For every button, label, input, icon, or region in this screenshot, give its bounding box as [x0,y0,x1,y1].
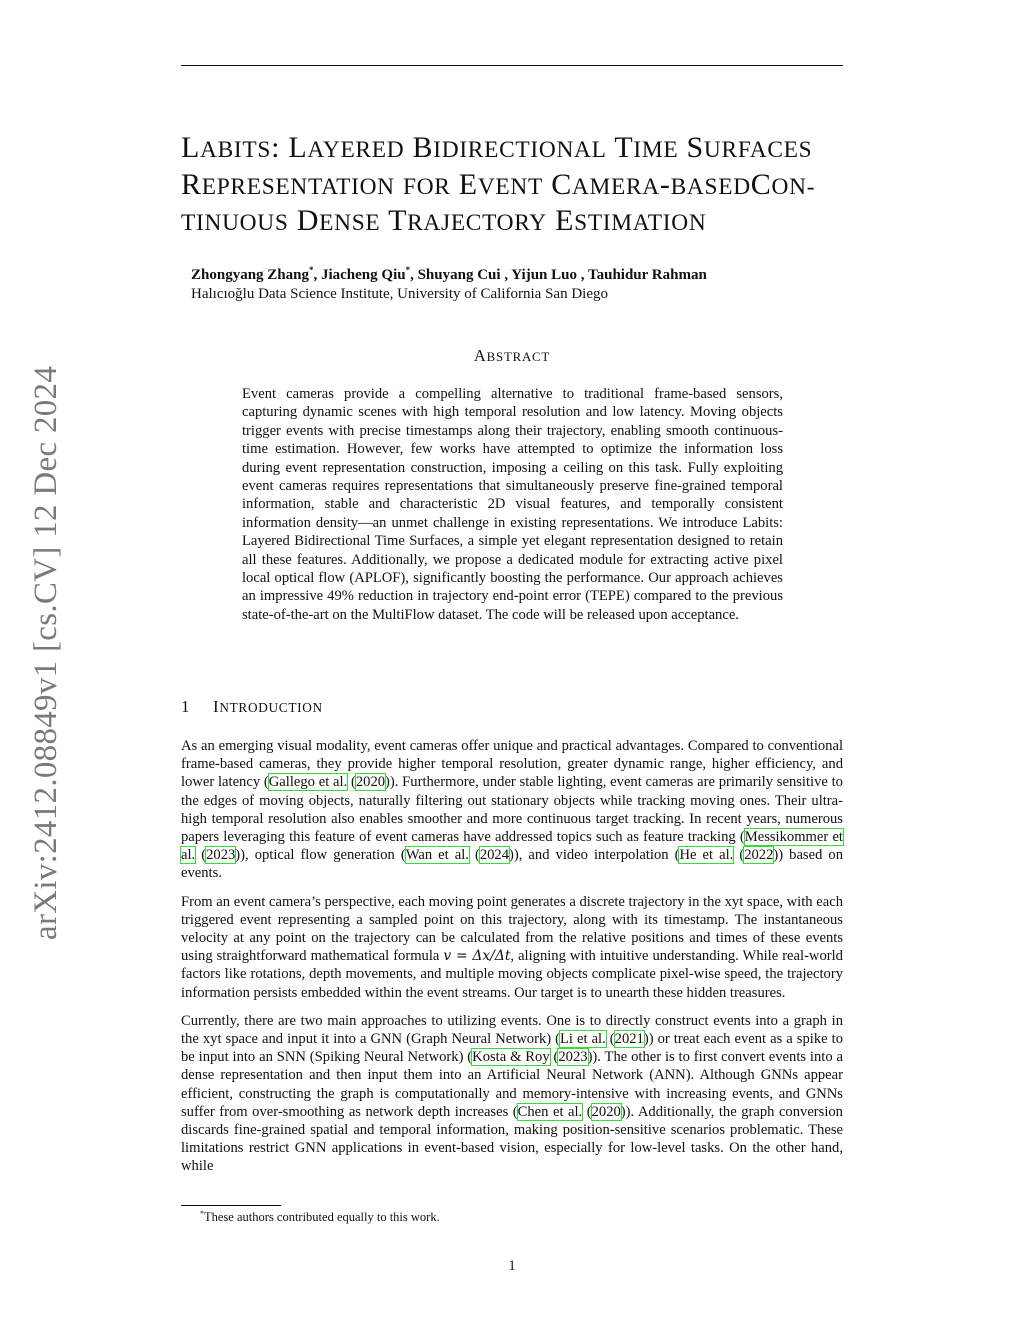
title-word: LAYERED [288,131,405,164]
citation-link[interactable]: Wan et al. [405,847,469,864]
affiliation: Halıcıoğlu Data Science Institute, University of California San Diego [191,286,608,302]
title-word: EVENT [458,167,543,201]
author-name: Tauhidur Rahman [587,267,707,283]
author-name: Zhongyang Zhang [191,267,309,283]
title-word: DENSE [296,204,381,237]
author-names: Zhongyang Zhang*, Jiacheng Qiu*, Shuyang Cui , Yijun Luo , Tauhidur Rahman [191,265,707,283]
citation-link[interactable]: 2023 [206,847,236,864]
author-name: Shuyang Cui [417,267,501,283]
abstract-text: Event cameras provide a compelling alternative to traditional frame-based sensors, capturing dynamic scenes with high temporal resolution and low latency. Moving objects trigger events with precise timestamps along their trajectory, enabling smooth continuous-time estimation. However, few works have attempted to optimize the information loss during event representation construction, imposing a ceiling on this task. Fully exploiting event cameras requires representations that simultaneously preserve fine-grained temporal information, stable and characteristic 2D visual features, and temporally consistent information density—an unmet challenge in existing representations. We introduce Labits: Layered Bidirectional Time Surfaces, a simple yet elegant representation designed to retain all these features. Additionally, we propose a dedicated module for extracting active pixel local optical flow (APLOF), significantly boosting the performance. Our approach achieves an impressive 49% reduction in trajectory end-point error (TEPE) compared to the previous state-of-the-art on the MultiFlow dataset. The code will be released upon acceptance. [242,386,783,623]
top-rule [181,65,843,66]
title-word: SURFACES [686,131,813,164]
arxiv-identifier[interactable]: arXiv:2412.08849v1 [cs.CV] 12 Dec 2024 [28,365,64,940]
citation-link[interactable]: Gallego et al. [268,774,348,791]
citation-link[interactable]: Kosta & Roy [472,1049,550,1066]
citation-link[interactable]: 2021 [614,1031,644,1048]
title-word: REPRESENTATION [181,167,395,201]
abstract-heading: ABSTRACT [473,346,551,365]
title-word: -BASED [659,167,751,201]
footnote: *These authors contributed equally to this work. [200,1209,440,1225]
citation-link[interactable]: 2022 [744,847,774,864]
paper-title [181,131,851,241]
title-word: TRAJECTORY [388,204,547,237]
citation-link[interactable]: Messikommer et al. [181,829,843,864]
math-formula: v = Δx/Δt [443,948,511,965]
author-block [191,261,851,304]
citation-link[interactable]: 2024 [479,847,510,864]
title-word: ESTIMATION [555,204,707,237]
body-paragraph: Currently, there are two main approaches to utilizing events. One is to directly construct events into a graph in the xyt space and input it into a GNN (Graph Neural Network) (Li et al. (2021)) or treat each event as a spike to be input into an SNN (Spiking Neural Network) (Kosta & Roy (2023)). The other is to first convert events into a dense representation and then input them into an Artificial Neural Network (ANN). Although GNNs appear efficient, constructing the graph is computationally and memory-intensive with increasing events, and GNNs suffer from over-smoothing as network depth increases (Chen et al. (2020)). Additionally, the graph conversion discards fine-grained spatial and temporal information, making position-sensitive scenarios problematic. These limitations restrict GNN applications in event-based vision, especially for low-level tasks. On the other hand, while [181,1012,843,1175]
author-name: Yijun Luo [511,267,577,283]
body-paragraph: From an event camera’s perspective, each moving point generates a discrete trajectory in the xyt space, with each triggered event representing a sampled point on this trajectory, along with its timestamp. The instantaneous velocity at any point on the trajectory can be calculated from the relative positions and times of these events using straightforward mathematical formula v = Δx/Δt, aligning with intuitive understanding. While real-world factors like rotations, depth movements, and multiple moving objects complicate pixel-wise speed, the trajectory information persists embedded within the event streams. Our target is to unearth these hidden treasures. [181,893,843,1001]
title-word: CAMERA [551,167,660,201]
citation-link[interactable]: 2023 [558,1049,588,1066]
body-paragraph: As an emerging visual modality, event cameras offer unique and practical advantages. Compared to conventional frame-based cameras, they provide higher temporal resolution, greater dynamic range, higher efficiency, and lower latency (Gallego et al. (2020)). Furthermore, under stable lighting, event cameras are primarily sensitive to the edges of moving objects, naturally filtering out stationary objects while tracking moving ones. Their ultra-high temporal resolution also enables smoother and more continuous target tracking. In recent years, numerous papers leveraging this feature of event cameras have addressed topics such as feature tracking (Messikommer et al. (2023)), optical flow generation (Wan et al. (2024)), and video interpolation (He et al. (2022)) based on events. [181,738,844,882]
citation-link[interactable]: He et al. [679,847,734,864]
title-word: TINUOUS [181,210,289,236]
title-word: BIDIRECTIONAL [412,131,607,164]
title-word: : [271,131,281,164]
title-word: TIME [614,131,679,164]
introduction-body [181,737,843,1186]
title-word: FOR [402,173,451,200]
author-name: Jiacheng Qiu [320,267,406,283]
page-number: 1 [508,1258,516,1274]
section-heading-introduction: 1 INTRODUCTION [181,697,323,716]
citation-link[interactable]: Li et al. [560,1031,606,1048]
section-number: 1 [181,697,191,716]
title-word: LABITS [181,131,272,164]
citation-link[interactable]: Chen et al. [517,1103,583,1120]
footnote-rule [181,1205,281,1206]
citation-link[interactable]: 2020 [355,774,386,791]
citation-link[interactable]: 2020 [591,1103,621,1120]
title-word: CON- [750,167,816,201]
